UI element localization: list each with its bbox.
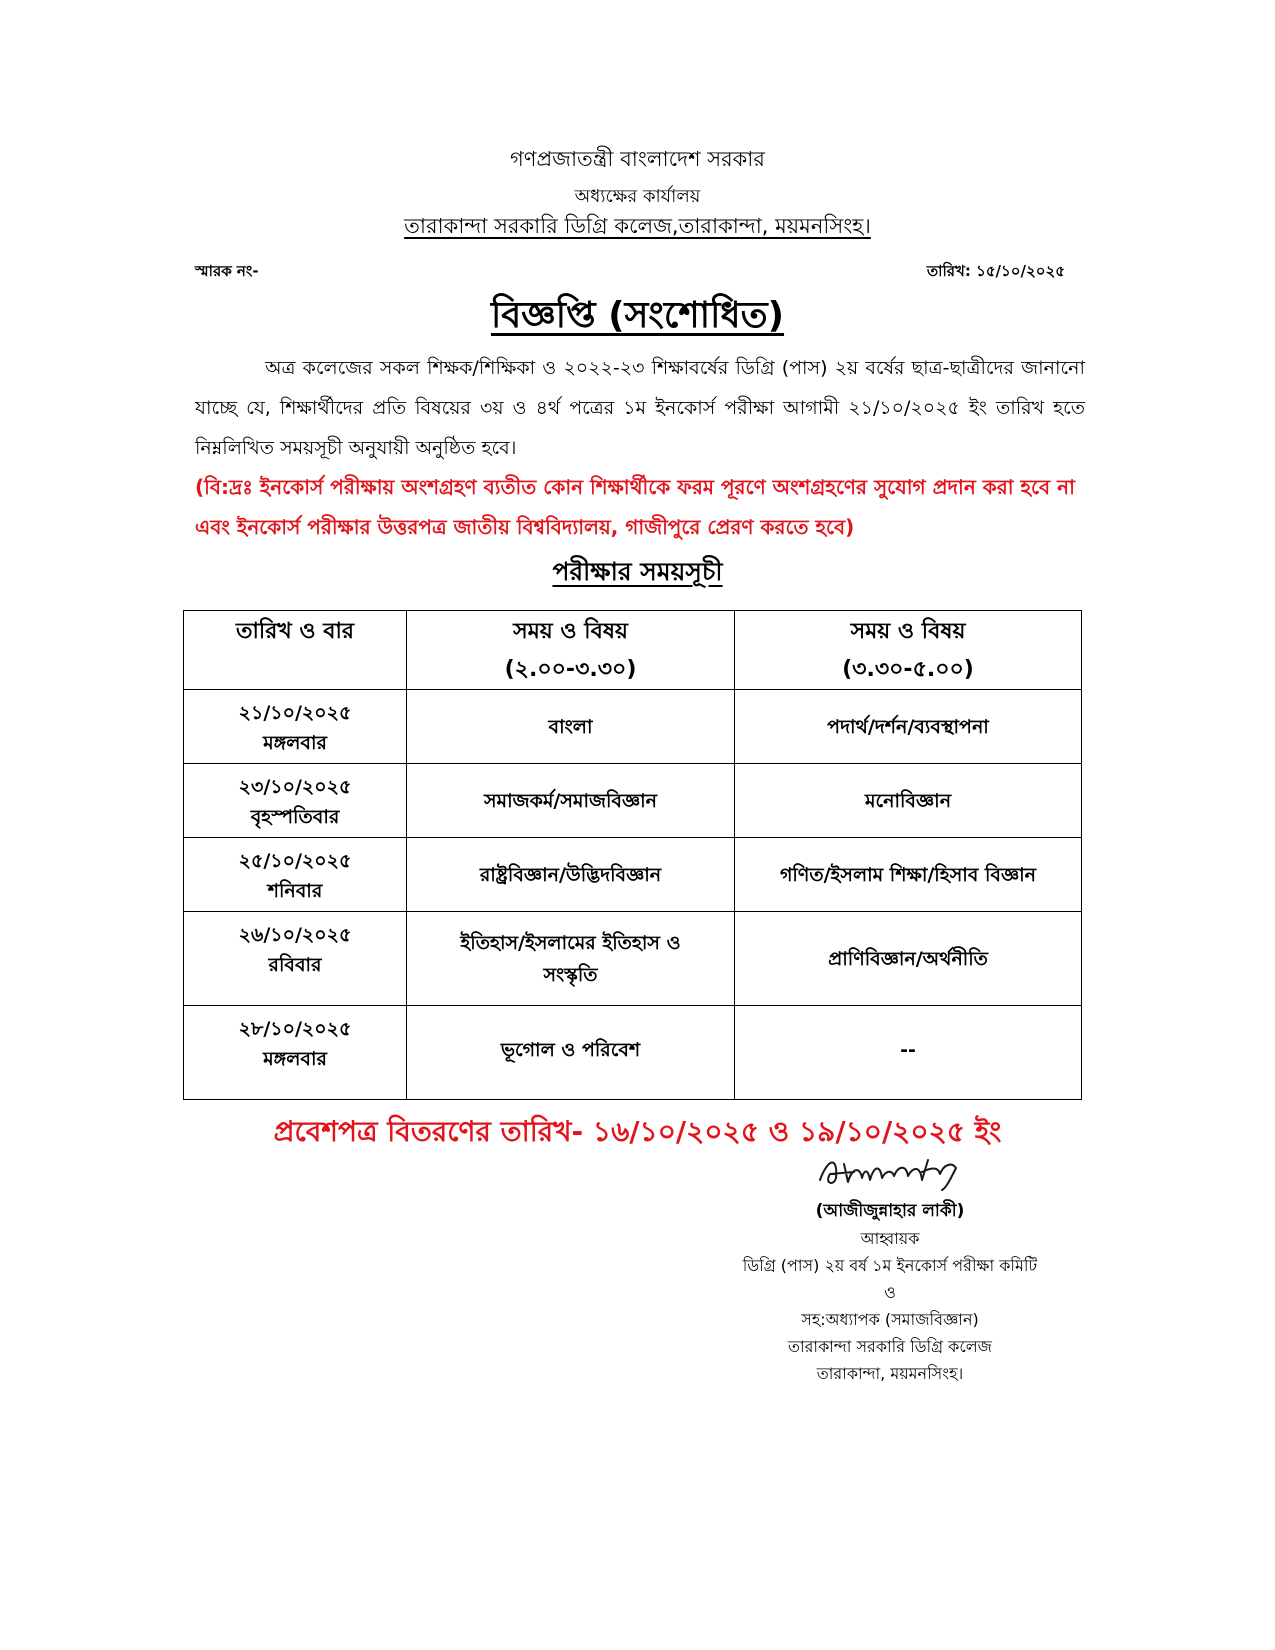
schedule-heading: [0, 552, 1275, 595]
memo-number: স্মারক নং-: [195, 262, 259, 280]
table-row: [184, 764, 1082, 838]
exam-day: রবিবার: [268, 954, 322, 976]
exam-date: ২৬/১০/২০২৫: [238, 924, 352, 946]
date-cell: [184, 838, 407, 912]
govt-heading: গণপ্রজাতন্ত্রী বাংলাদেশ সরকার: [510, 147, 765, 171]
slot1-subject: ভূগোল ও পরিবেশ: [407, 1006, 735, 1100]
slot2-subject: গণিত/ইসলাম শিক্ষা/হিসাব বিজ্ঞান: [735, 838, 1082, 912]
page-title: [0, 288, 1275, 348]
signatory-role: আহ্বায়ক: [860, 1229, 920, 1248]
notice-date: তারিখ: ১৫/১০/২০২৫: [926, 262, 1065, 280]
header-slot1: [407, 611, 735, 690]
header-slot2-time: (৩.৩০-৫.০০): [842, 657, 974, 682]
slot1-subject: রাষ্ট্রবিজ্ঞান/উদ্ভিদবিজ্ঞান: [407, 838, 735, 912]
exam-day: মঙ্গলবার: [263, 1048, 327, 1070]
notice-note: (বি:দ্রঃ ইনকোর্স পরীক্ষায় অংশগ্রহণ ব্যতীত কোন শিক্ষার্থীকে ফরম পূরণে অংশগ্রহণের সুযোগ প্রদান করা হবে না এবং ইনকোর্স পরীক্ষার উত্তরপত্র জাতীয় বিশ্ববিদ্যালয়, গাজীপুরে প্রেরণ করতে হবে): [195, 475, 1075, 539]
exam-date: ২৮/১০/২০২৫: [238, 1018, 352, 1040]
signatory-committee: ডিগ্রি (পাস) ২য় বর্ষ ১ম ইনকোর্স পরীক্ষা কমিটি: [742, 1256, 1038, 1275]
signatory-conjunction: ও: [884, 1283, 896, 1302]
date-cell: [184, 912, 407, 1006]
signatory-block: [690, 1198, 1090, 1387]
table-header-row: [184, 611, 1082, 690]
slot1-subject: বাংলা: [407, 690, 735, 764]
exam-day: শনিবার: [267, 880, 323, 902]
college-heading-text: তারাকান্দা সরকারি ডিগ্রি কলেজ,তারাকান্দা, ময়মনসিংহ।: [404, 214, 871, 238]
signatory-designation: সহ:অধ্যাপক (সমাজবিজ্ঞান): [801, 1310, 979, 1329]
header-date: [184, 611, 407, 690]
notice-body: অত্র কলেজের সকল শিক্ষক/শিক্ষিকা ও ২০২২-২৩ শিক্ষাবর্ষের ডিগ্রি (পাস) ২য় বর্ষের ছাত্র-ছাত্রীদের জানানো যাচ্ছে যে, শিক্ষার্থীদের প্রতি বিষয়ের ৩য় ও ৪র্থ পত্রের ১ম ইনকোর্স পরীক্ষা আগামী ২১/১০/২০২৫ ইং তারিখ হতে নিম্নলিখিত সময়সূচী অনুযায়ী অনুষ্ঠিত হবে।: [195, 357, 1085, 459]
signatory-institution: তারাকান্দা সরকারি ডিগ্রি কলেজ: [787, 1337, 992, 1356]
date-cell: [184, 690, 407, 764]
date-cell: [184, 764, 407, 838]
table-row: [184, 1006, 1082, 1100]
exam-date: ২৩/১০/২০২৫: [238, 776, 352, 798]
exam-day: বৃহস্পতিবার: [250, 806, 340, 828]
exam-date: ২৫/১০/২০২৫: [238, 850, 352, 872]
signature-image: [810, 1150, 970, 1192]
slot2-subject: মনোবিজ্ঞান: [735, 764, 1082, 838]
signatory-address: তারাকান্দা, ময়মনসিংহ।: [816, 1364, 964, 1383]
slot2-subject: --: [735, 1006, 1082, 1100]
header-slot2-label: সময় ও বিষয়: [850, 619, 966, 644]
header-date-label: তারিখ ও বার: [236, 619, 354, 644]
page-title-text: বিজ্ঞপ্তি (সংশোধিত): [490, 295, 785, 336]
slot2-subject: পদার্থ/দর্শন/ব্যবস্থাপনা: [735, 690, 1082, 764]
slot1-subject: সমাজকর্ম/সমাজবিজ্ঞান: [407, 764, 735, 838]
signatory-name: (আজীজুন্নাহার লাকী): [815, 1201, 965, 1221]
office-heading: অধ্যক্ষের কার্যালয়: [574, 186, 701, 207]
admit-card-notice: প্রবেশপত্র বিতরণের তারিখ- ১৬/১০/২০২৫ ও ১৯/১০/২০২৫ ইং: [273, 1115, 1002, 1148]
exam-day: মঙ্গলবার: [263, 732, 327, 754]
table-row: [184, 838, 1082, 912]
table-row: [184, 690, 1082, 764]
schedule-heading-text: পরীক্ষার সময়সূচী: [552, 557, 723, 586]
college-heading: [0, 210, 1275, 245]
exam-date: ২১/১০/২০২৫: [238, 702, 352, 724]
slot2-subject: প্রাণিবিজ্ঞান/অর্থনীতি: [735, 912, 1082, 1006]
header-slot1-label: সময় ও বিষয়: [513, 619, 628, 644]
header-slot1-time: (২.০০-৩.৩০): [504, 657, 637, 682]
date-cell: [184, 1006, 407, 1100]
header-slot2: [735, 611, 1082, 690]
table-row: [184, 912, 1082, 1006]
exam-schedule-table: [183, 610, 1082, 1100]
slot1-subject: ইতিহাস/ইসলামের ইতিহাস ও সংস্কৃতি: [407, 912, 735, 1006]
